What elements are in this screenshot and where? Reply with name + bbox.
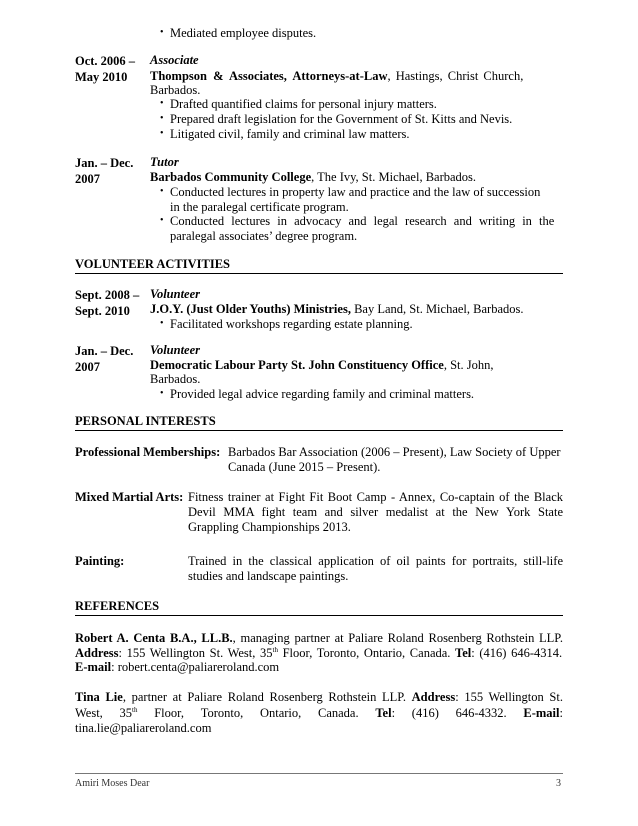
reference-name: Robert A. Centa B.A., LL.B. — [75, 631, 233, 645]
reference-name: Tina Lie — [75, 690, 123, 704]
volunteer-org-line — [150, 301, 524, 317]
footer-rule — [75, 773, 563, 774]
volunteer-org: Democratic Labour Party St. John Constituency Office — [150, 358, 444, 372]
job-date: Jan. – Dec. 2007 — [75, 156, 134, 186]
volunteer-date: Jan. – Dec. 2007 — [75, 344, 134, 374]
interest-text: studies and landscape paintings. — [188, 569, 349, 583]
job-location: , Hastings, Christ Church, — [387, 69, 524, 83]
volunteer-location: , St. John, — [443, 358, 494, 372]
job-org-line — [150, 169, 476, 185]
interest-label: Mixed Martial Arts: — [75, 490, 184, 504]
email-value: : robert.centa@paliareroland.com — [111, 660, 280, 674]
section-heading-references: REFERENCES — [75, 599, 160, 613]
volunteer-org-line — [150, 357, 494, 373]
interest-text: Devil MMA fight team and silver medalist at the New York State — [188, 505, 563, 519]
email-label: E-mail — [75, 660, 112, 674]
job-org-line — [150, 68, 563, 84]
reference-line — [75, 659, 279, 675]
reference-intro: , partner at Paliare Roland Rosenberg Rothstein LLP. — [122, 690, 412, 704]
interest-text: Canada (June 2015 – Present). — [228, 460, 381, 474]
reference-intro: , managing partner at Paliare Roland Rosenberg Rothstein LLP. — [232, 631, 563, 645]
job-title: Associate — [150, 53, 199, 67]
interest-label: Professional Memberships: — [75, 445, 221, 459]
section-rule — [75, 273, 563, 274]
email-value: tina.lie@paliareroland.com — [75, 721, 212, 735]
bullet-item-cont: in the paralegal certificate program. — [170, 200, 349, 214]
volunteer-org: J.O.Y. (Just Older Youths) Ministries, — [150, 302, 351, 316]
volunteer-location: Bay Land, St. Michael, Barbados. — [350, 302, 524, 316]
bullet-item-cont: paralegal associates’ degree program. — [170, 229, 358, 243]
interest-text: Grappling Championships 2013. — [188, 520, 351, 534]
section-rule — [75, 430, 563, 431]
reference-line: Tina Lie, partner at Paliare Roland Rosenberg Rothstein LLP. Address: 155 Wellington St. — [75, 690, 563, 704]
address-label: Address — [411, 690, 456, 704]
job-org: Barbados Community College — [150, 170, 312, 184]
interest-text: Fitness trainer at Fight Fit Boot Camp - Annex, Co-captain of the Black — [188, 490, 563, 504]
section-rule — [75, 615, 563, 616]
job-location-cont: Barbados. — [150, 83, 201, 97]
tel-label: Tel — [455, 646, 472, 660]
email-label: E-mail — [523, 706, 560, 720]
volunteer-title: Volunteer — [150, 343, 201, 357]
job-location: , The Ivy, St. Michael, Barbados. — [311, 170, 477, 184]
page-number: 3 — [556, 778, 561, 789]
job-date: Oct. 2006 – May 2010 — [75, 54, 136, 84]
section-heading-interests: PERSONAL INTERESTS — [75, 414, 216, 428]
address-label: Address — [75, 646, 119, 660]
volunteer-date: Sept. 2008 – Sept. 2010 — [75, 288, 140, 318]
reference-line: West, 35th Floor, Toronto, Ontario, Canada. Tel: (416) 646-4332. E-mail: — [75, 705, 563, 720]
reference-line: Address: 155 Wellington St. West, 35th Floor, Toronto, Ontario, Canada. Tel: (416) 646-4314. — [75, 645, 563, 660]
tel-label: Tel — [375, 706, 392, 720]
job-org: Thompson & Associates, Attorneys-at-Law — [150, 69, 388, 83]
tel-value: : (416) 646-4314. — [471, 646, 563, 660]
volunteer-title: Volunteer — [150, 287, 201, 301]
reference-line — [75, 630, 563, 646]
interest-text: Trained in the classical application of oil paints for portraits, still-life — [188, 554, 563, 568]
section-heading-volunteer: VOLUNTEER ACTIVITIES — [75, 257, 231, 271]
footer-name: Amiri Moses Dear — [75, 778, 150, 789]
job-title: Tutor — [150, 155, 179, 169]
volunteer-location-cont: Barbados. — [150, 372, 201, 386]
interest-text: Barbados Bar Association (2006 – Present), Law Society of Upper — [228, 445, 561, 459]
interest-label: Painting: — [75, 554, 125, 568]
